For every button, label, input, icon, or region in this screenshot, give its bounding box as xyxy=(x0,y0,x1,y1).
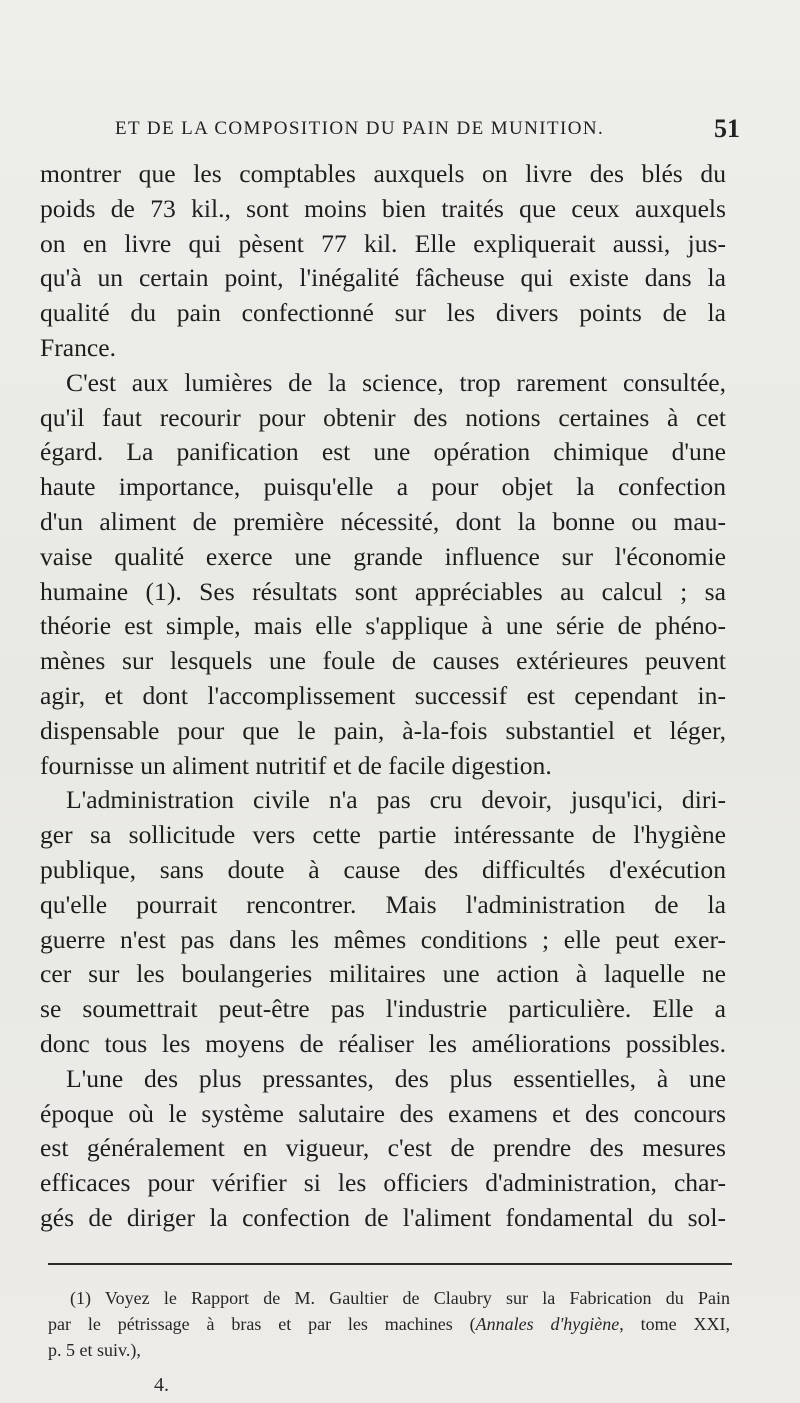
text-line: fournisse un aliment nutritif et de facile digestion. xyxy=(40,750,552,780)
printer-signature: 4. xyxy=(154,1374,169,1396)
text-line: France. xyxy=(40,332,117,362)
text-line: égard. La panification est une opération chimique d'une xyxy=(40,437,726,467)
footnote-journal-title: Annales d'hygiène xyxy=(475,1314,620,1334)
page-header xyxy=(40,114,740,148)
text-line: se soumettrait peut-être pas l'industrie particulière. Elle a xyxy=(40,994,726,1024)
body-text xyxy=(40,157,726,1236)
text-line: guerre n'est pas dans les mêmes conditions ; elle peut exer- xyxy=(40,924,726,954)
text-line: époque où le système salutaire des examens et des concours xyxy=(40,1098,726,1128)
paragraph-start: L'une des plus pressantes, des plus essentielles, à une xyxy=(66,1063,726,1093)
text-line: poids de 73 kil., sont moins bien traités que ceux auxquels xyxy=(40,193,726,223)
footnote-text: par le pétrissage à bras et par les machines ( xyxy=(48,1314,476,1334)
text-line: qu'elle pourrait rencontrer. Mais l'administration de la xyxy=(40,889,726,919)
text-line: cer sur les boulangeries militaires une action à laquelle ne xyxy=(40,959,726,989)
footnote xyxy=(48,1285,730,1363)
text-line: donc tous les moyens de réaliser les améliorations possibles. xyxy=(40,1028,726,1058)
text-line: publique, sans doute à cause des difficultés d'exécution xyxy=(40,854,726,884)
text-line: humaine (1). Ses résultats sont appréciables au calcul ; sa xyxy=(40,576,726,606)
text-line: on en livre qui pèsent 77 kil. Elle expliquerait aussi, jus- xyxy=(40,228,726,258)
footnote-line: p. 5 et suiv.), xyxy=(48,1340,141,1360)
paragraph-start: L'administration civile n'a pas cru devoir, jusqu'ici, diri- xyxy=(66,785,726,815)
text-line: haute importance, puisqu'elle a pour objet la confection xyxy=(40,472,726,502)
footnote-divider xyxy=(48,1263,732,1265)
paragraph-start: C'est aux lumières de la science, trop rarement consultée, xyxy=(66,367,726,397)
footnote-text: , tome XXI, xyxy=(619,1314,730,1334)
text-line: efficaces pour vérifier si les officiers d'administration, char- xyxy=(40,1168,726,1198)
text-line: qu'à un certain point, l'inégalité fâcheuse qui existe dans la xyxy=(40,263,726,293)
text-line: qualité du pain confectionné sur les divers points de la xyxy=(40,298,726,328)
text-line: montrer que les comptables auxquels on livre des blés du xyxy=(40,159,726,188)
running-head: ET DE LA COMPOSITION DU PAIN DE MUNITION. xyxy=(115,118,605,139)
text-line: gés de diriger la confection de l'aliment fondamental du sol- xyxy=(40,1202,726,1232)
text-line: est généralement en vigueur, c'est de prendre des mesures xyxy=(40,1133,726,1163)
text-line: d'un aliment de première nécessité, dont la bonne ou mau- xyxy=(40,506,726,536)
text-line: ger sa sollicitude vers cette partie intéressante de l'hygiène xyxy=(40,820,726,850)
text-line: mènes sur lesquels une foule de causes extérieures peuvent xyxy=(40,646,726,676)
text-line: dispensable pour que le pain, à-la-fois substantiel et léger, xyxy=(40,715,726,745)
page-number: 51 xyxy=(714,114,740,143)
text-line: théorie est simple, mais elle s'applique à une série de phéno- xyxy=(40,611,726,641)
text-line: agir, et dont l'accomplissement successif est cependant in- xyxy=(40,680,726,710)
text-line: qu'il faut recourir pour obtenir des notions certaines à cet xyxy=(40,402,726,432)
text-line: vaise qualité exerce une grande influence sur l'économie xyxy=(40,541,726,571)
footnote-line xyxy=(48,1311,730,1337)
footnote-line: (1) Voyez le Rapport de M. Gaultier de Claubry sur la Fabrication du Pain xyxy=(70,1288,730,1308)
